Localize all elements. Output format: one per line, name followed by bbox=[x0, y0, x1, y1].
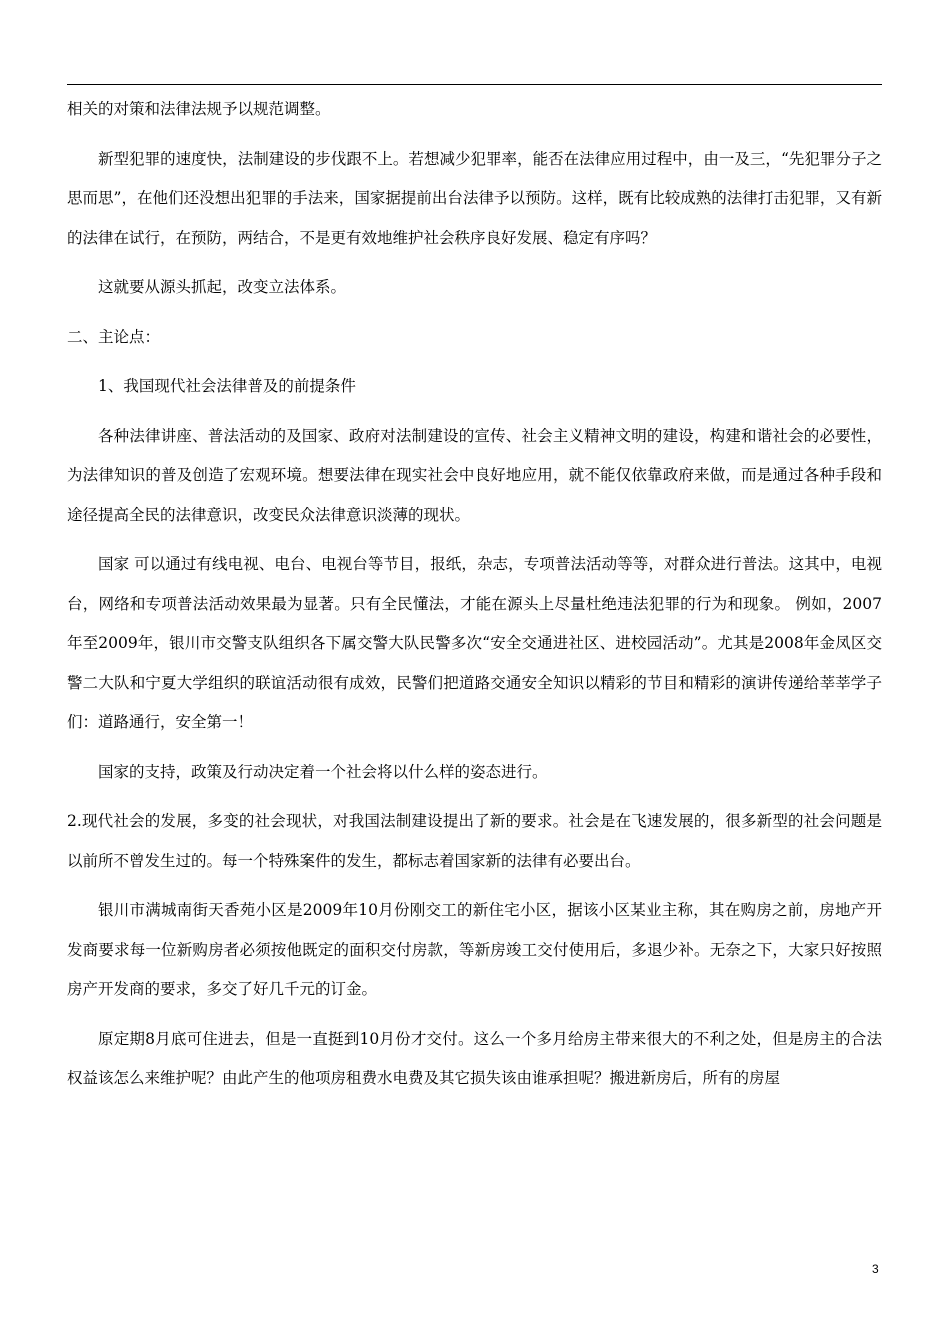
header-rule bbox=[67, 84, 882, 85]
paragraph: 这就要从源头抓起，改变立法体系。 bbox=[98, 278, 347, 296]
subsection-heading: 2.现代社会的发展，多变的社会现状，对我国法制建设提出了新的要求。社会是在飞速发展的，很多新型的社会问题是以前所不曾发生过的。每一个特殊案件的发生，都标志着国家新的法律有必要出台。 bbox=[67, 812, 882, 870]
paragraph: 相关的对策和法律法规予以规范调整。 bbox=[67, 100, 331, 118]
paragraph: 各种法律讲座、普法活动的及国家、政府对法制建设的宣传、社会主义精神文明的建设，构建和谐社会的必要性，为法律知识的普及创造了宏观环境。想要法律在现实社会中良好地应用，就不能仅依靠政府来做，而是通过各种手段和途径提高全民的法律意识，改变民众法律意识淡薄的现状。 bbox=[67, 426, 882, 524]
paragraph: 新型犯罪的速度快，法制建设的步伐跟不上。若想减少犯罪率，能否在法律应用过程中，由一及三，“先犯罪分子之思而思”，在他们还没想出犯罪的手法来，国家据提前出台法律予以预防。这样，既有比较成熟的法律打击犯罪，又有新的法律在试行，在预防，两结合，不是更有效地维护社会秩序良好发展、稳定有序吗？ bbox=[67, 149, 882, 247]
paragraph: 国家的支持，政策及行动决定着一个社会将以什么样的姿态进行。 bbox=[98, 762, 548, 781]
body-text bbox=[67, 90, 882, 1109]
section-heading: 二、主论点： bbox=[67, 327, 161, 346]
paragraph: 银川市满城南街天香苑小区是2009年10月份刚交工的新住宅小区，据该小区某业主称，其在购房之前，房地产开发商要求每一位新购房者必须按他既定的面积交付房款，等新房竣工交付使用后，多退少补。无奈之下，大家只好按照房产开发商的要求，多交了好几千元的订金。 bbox=[67, 901, 882, 998]
paragraph: 原定期8月底可住进去，但是一直挺到10月份才交付。这么一个多月给房主带来很大的不利之处，但是房主的合法权益该怎么来维护呢？由此产生的他项房租费水电费及其它损失该由谁承担呢？搬进新房后，所有的房屋 bbox=[67, 1029, 882, 1087]
paragraph: 国家 可以通过有线电视、电台、电视台等节目，报纸，杂志，专项普法活动等等，对群众进行普法。这其中，电视台，网络和专项普法活动效果最为显著。只有全民懂法，才能在源头上尽量杜绝违法犯罪的行为和现象。 例如，2007年至2009年，银川市交警支队组织各下属交警大队民警多次“安全交通进社区、进校园活动”。尤其是2008年金凤区交警二大队和宁夏大学组织的联谊活动很有成效，民警们把道路交通安全知识以精彩的节目和精彩的演讲传递给莘莘学子们：道路通行，安全第一！ bbox=[67, 555, 882, 731]
subsection-heading: 1、我国现代社会法律普及的前提条件 bbox=[98, 377, 356, 395]
page-number: 3 bbox=[872, 1262, 879, 1276]
